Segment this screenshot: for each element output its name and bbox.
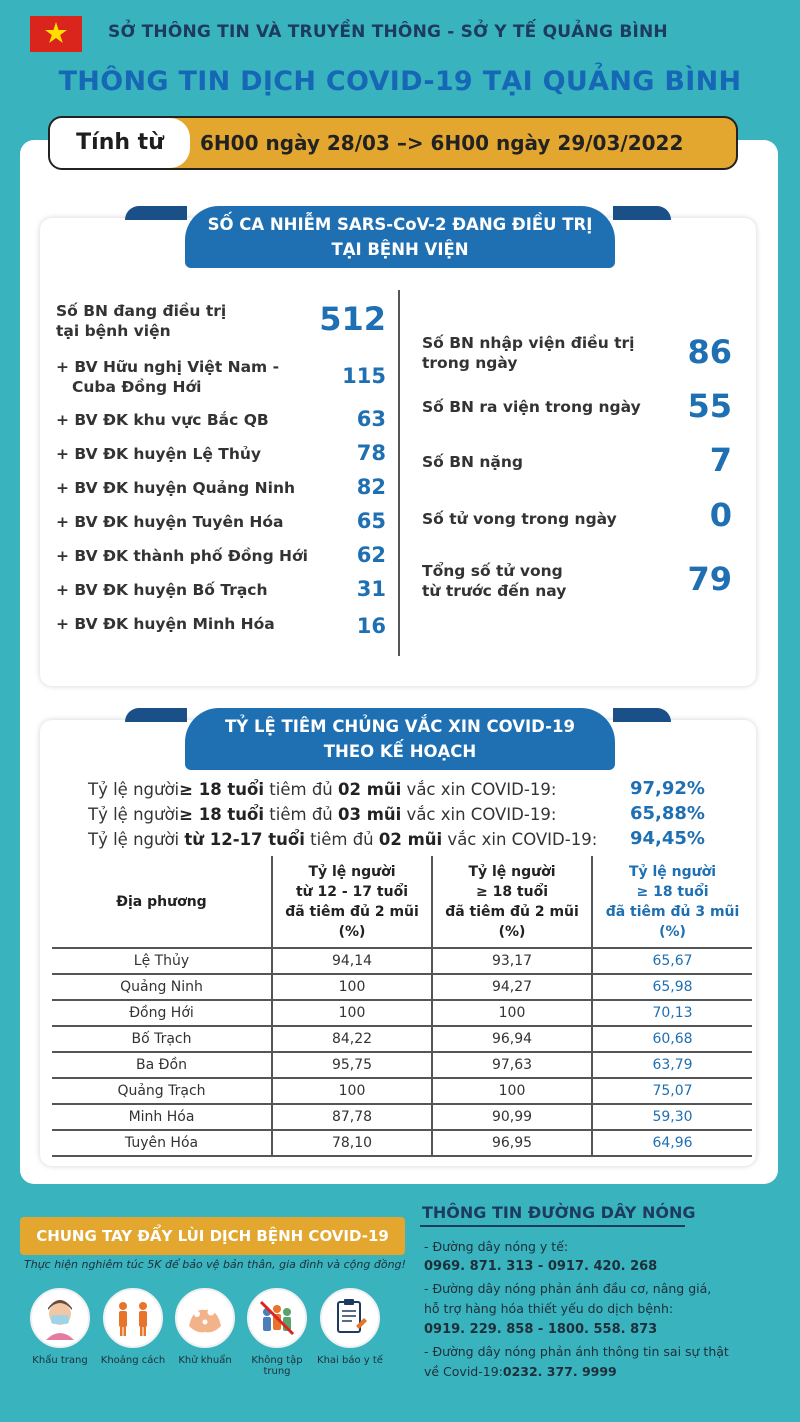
- summary-text: tiêm đủ: [304, 830, 379, 849]
- hospital-item: + BV ĐK huyện Lệ Thủy: [56, 445, 262, 463]
- cell-value: 97,63: [432, 1052, 592, 1078]
- summary-age: từ 12-17 tuổi: [184, 830, 305, 849]
- hotline-title: THÔNG TIN ĐƯỜNG DÂY NÓNG: [422, 1203, 696, 1222]
- hotline-text: - Đường dây nóng phản ánh thông tin sai sự thật: [424, 1344, 729, 1359]
- hotline-text: hỗ trợ hàng hóa thiết yếu do dịch bệnh:: [424, 1301, 674, 1316]
- stat-label-line2: từ trước đến nay: [422, 582, 567, 600]
- summary-age: ≥ 18 tuổi: [179, 805, 265, 824]
- stat-value: 86: [687, 333, 732, 371]
- stat-value: 0: [709, 496, 732, 534]
- organization-name: SỞ THÔNG TIN VÀ TRUYỀN THÔNG - SỞ Y TẾ QUẢNG BÌNH: [108, 22, 668, 42]
- hospital-item: + BV ĐK thành phố Đồng Hới: [56, 547, 308, 565]
- cell-place: Lệ Thủy: [52, 948, 272, 974]
- stat-label: [422, 561, 566, 601]
- hotline-text: [424, 1363, 617, 1381]
- cell-value: 94,27: [432, 974, 592, 1000]
- cell-place: Ba Đồn: [52, 1052, 272, 1078]
- hospital-item: [56, 357, 279, 397]
- hospital-value: 78: [356, 441, 386, 465]
- header-line: Tỷ lệ người: [628, 863, 717, 880]
- summary-doses: 03 mũi: [338, 805, 402, 824]
- table-row: [52, 1078, 752, 1104]
- summary-doses: 02 mũi: [338, 780, 402, 799]
- cell-value: 95,75: [272, 1052, 432, 1078]
- hospital-banner-line2: TẠI BỆNH VIỆN: [331, 240, 469, 259]
- hospital-item: + BV ĐK huyện Tuyên Hóa: [56, 513, 284, 531]
- cell-value: 96,94: [432, 1026, 592, 1052]
- cell-place: Đồng Hới: [52, 1000, 272, 1026]
- banner-wing-right: [613, 206, 671, 220]
- hospital-value: 62: [356, 543, 386, 567]
- cell-value: 84,22: [272, 1026, 432, 1052]
- cell-value: 100: [272, 1078, 432, 1104]
- hospital-name: + BV Hữu nghị Việt Nam -: [56, 358, 280, 376]
- hotline-phones: 0919. 229. 858 - 1800. 558. 873: [424, 1322, 658, 1337]
- summary-age: ≥ 18 tuổi: [179, 780, 265, 799]
- date-range-bar: [48, 116, 738, 170]
- cell-value: 100: [432, 1000, 592, 1026]
- header-line: đã tiêm đủ 2 mũi: [445, 903, 579, 920]
- hotline-text: - Đường dây nóng phản ánh đầu cơ, nâng giá,: [424, 1281, 712, 1296]
- summary-text: tiêm đủ: [264, 805, 338, 824]
- stat-label-line1: Số BN nhập viện điều trị: [422, 334, 635, 352]
- vaccine-summary-line: [88, 830, 597, 849]
- vaccine-banner-line2: THEO KẾ HOẠCH: [323, 742, 477, 761]
- column-divider: [398, 290, 400, 656]
- hotline-phones: 0969. 871. 313 - 0917. 420. 268: [424, 1259, 658, 1274]
- cell-value: 94,14: [272, 948, 432, 974]
- stat-label: Số tử vong trong ngày: [422, 510, 617, 528]
- stat-label: Số BN nặng: [422, 453, 524, 471]
- table-row: [52, 1000, 752, 1026]
- stat-label: [422, 333, 635, 373]
- summary-text: Tỷ lệ người: [88, 805, 180, 824]
- hospital-value: 63: [356, 407, 386, 431]
- header-line: (%): [659, 923, 686, 940]
- vaccine-banner: [185, 708, 615, 770]
- banner-wing-right: [613, 708, 671, 722]
- hotline-phone: 0232. 377. 9999: [502, 1364, 617, 1379]
- summary-doses: 02 mũi: [378, 830, 443, 849]
- hospital-value: 115: [342, 364, 386, 388]
- header-adult-3-doses: [592, 856, 752, 948]
- cell-value: 100: [272, 1000, 432, 1026]
- cell-place: Quảng Trạch: [52, 1078, 272, 1104]
- table-header-row: [52, 856, 752, 948]
- table-row: [52, 1104, 752, 1130]
- mask-icon: [30, 1288, 90, 1348]
- vaccine-banner-line1: TỶ LỆ TIÊM CHỦNG VẮC XIN COVID-19: [225, 717, 575, 736]
- hospital-value: 65: [356, 509, 386, 533]
- hospital-banner-line1: SỐ CA NHIỄM SARS-CoV-2 ĐANG ĐIỀU TRỊ: [207, 215, 593, 234]
- date-label: Tính từ: [50, 118, 190, 168]
- header-line: ≥ 18 tuổi: [636, 883, 709, 900]
- hospital-value: 31: [356, 577, 386, 601]
- hospital-item: + BV ĐK huyện Minh Hóa: [56, 615, 275, 633]
- vietnam-flag-icon: [30, 16, 82, 52]
- total-treating-label: [56, 301, 226, 341]
- header-line: đã tiêm đủ 2 mũi: [285, 903, 419, 920]
- summary-text: vắc xin COVID-19:: [401, 805, 557, 824]
- handwash-icon: [175, 1288, 235, 1348]
- summary-text: tiêm đủ: [264, 780, 338, 799]
- cell-value: 60,68: [592, 1026, 752, 1052]
- cell-value: 96,95: [432, 1130, 592, 1156]
- header-line: Tỷ lệ người: [308, 863, 396, 880]
- header-line: ≥ 18 tuổi: [475, 883, 549, 900]
- summary-text: vắc xin COVID-19:: [401, 780, 557, 799]
- hospital-item: + BV ĐK khu vực Bắc QB: [56, 411, 269, 429]
- stat-label: Số BN ra viện trong ngày: [422, 398, 641, 416]
- header-adult-2-doses: [432, 856, 592, 948]
- cell-value: 87,78: [272, 1104, 432, 1130]
- cell-value: 65,67: [592, 948, 752, 974]
- summary-text: Tỷ lệ người: [88, 780, 180, 799]
- date-range: 6H00 ngày 28/03 –> 6H00 ngày 29/03/2022: [200, 131, 684, 155]
- total-treating-label-line2: tại bệnh viện: [56, 322, 171, 340]
- cell-value: 63,79: [592, 1052, 752, 1078]
- hospital-item: + BV ĐK huyện Quảng Ninh: [56, 479, 296, 497]
- cell-value: 90,99: [432, 1104, 592, 1130]
- table-row: [52, 1052, 752, 1078]
- hospital-value: 82: [356, 475, 386, 499]
- cell-value: 65,98: [592, 974, 752, 1000]
- header-line: Tỷ lệ người: [468, 863, 556, 880]
- stat-label-line1: Tổng số tử vong: [422, 562, 563, 580]
- cell-value: 100: [272, 974, 432, 1000]
- distance-icon: [103, 1288, 163, 1348]
- summary-text: vắc xin COVID-19:: [442, 830, 598, 849]
- cell-place: Quảng Ninh: [52, 974, 272, 1000]
- vaccine-summary-value: 97,92%: [630, 778, 705, 799]
- icon-label: Khẩu trang: [32, 1355, 88, 1366]
- banner-wing-left: [125, 708, 187, 722]
- campaign-slogan: Thực hiện nghiêm túc 5K để bảo vệ bản thân, gia đình và cộng đồng!: [24, 1258, 406, 1271]
- icon-label: Không tập trung: [251, 1355, 303, 1377]
- vaccine-summary-value: 65,88%: [630, 803, 705, 824]
- hospital-banner: [185, 206, 615, 268]
- hospital-item: + BV ĐK huyện Bố Trạch: [56, 581, 268, 599]
- hospital-name-line2: Cuba Đồng Hới: [72, 378, 202, 396]
- table-row: [52, 1026, 752, 1052]
- cell-value: 78,10: [272, 1130, 432, 1156]
- cell-value: 59,30: [592, 1104, 752, 1130]
- summary-text: Tỷ lệ người: [88, 830, 185, 849]
- cell-value: 93,17: [432, 948, 592, 974]
- header-line: đã tiêm đủ 3 mũi: [605, 903, 740, 920]
- header-age-12-17: [272, 856, 432, 948]
- banner-wing-left: [125, 206, 187, 220]
- table-row: [52, 948, 752, 974]
- stat-value: 55: [687, 387, 732, 425]
- header-line: (%): [498, 923, 526, 940]
- cell-value: 70,13: [592, 1000, 752, 1026]
- vaccine-summary-value: 94,45%: [630, 828, 705, 849]
- page-title: THÔNG TIN DỊCH COVID-19 TẠI QUẢNG BÌNH: [58, 66, 742, 97]
- icon-label: Khai báo y tế: [317, 1355, 383, 1366]
- hotline-underline: [420, 1225, 685, 1227]
- vaccine-summary-line: [88, 805, 556, 824]
- total-treating-label-line1: Số BN đang điều trị: [56, 302, 227, 320]
- hospital-value: 16: [356, 614, 386, 638]
- header-place: Địa phương: [116, 893, 207, 910]
- total-treating-value: 512: [319, 300, 386, 338]
- cell-value: 64,96: [592, 1130, 752, 1156]
- icon-label: Khử khuẩn: [178, 1355, 232, 1366]
- cell-value: 75,07: [592, 1078, 752, 1104]
- cell-value: 100: [432, 1078, 592, 1104]
- cell-place: Minh Hóa: [52, 1104, 272, 1130]
- stat-value: 7: [709, 441, 732, 479]
- table-row: [52, 1130, 752, 1156]
- icon-label: Khoảng cách: [100, 1355, 166, 1366]
- health-declaration-icon: [320, 1288, 380, 1348]
- no-crowd-icon: [247, 1288, 307, 1348]
- header-line: từ 12 - 17 tuổi: [295, 883, 408, 900]
- campaign-banner: CHUNG TAY ĐẨY LÙI DỊCH BỆNH COVID-19: [20, 1217, 405, 1255]
- cell-place: Bố Trạch: [52, 1026, 272, 1052]
- header-line: (%): [338, 923, 366, 940]
- vaccine-summary-line: [88, 780, 556, 799]
- vaccination-table: [52, 856, 752, 1157]
- table-row: [52, 974, 752, 1000]
- cell-place: Tuyên Hóa: [52, 1130, 272, 1156]
- stat-label-line2: trong ngày: [422, 354, 518, 372]
- hotline-text: - Đường dây nóng y tế:: [424, 1239, 569, 1254]
- hotline-text-prefix: về Covid-19:: [424, 1364, 503, 1379]
- stat-value: 79: [687, 560, 732, 598]
